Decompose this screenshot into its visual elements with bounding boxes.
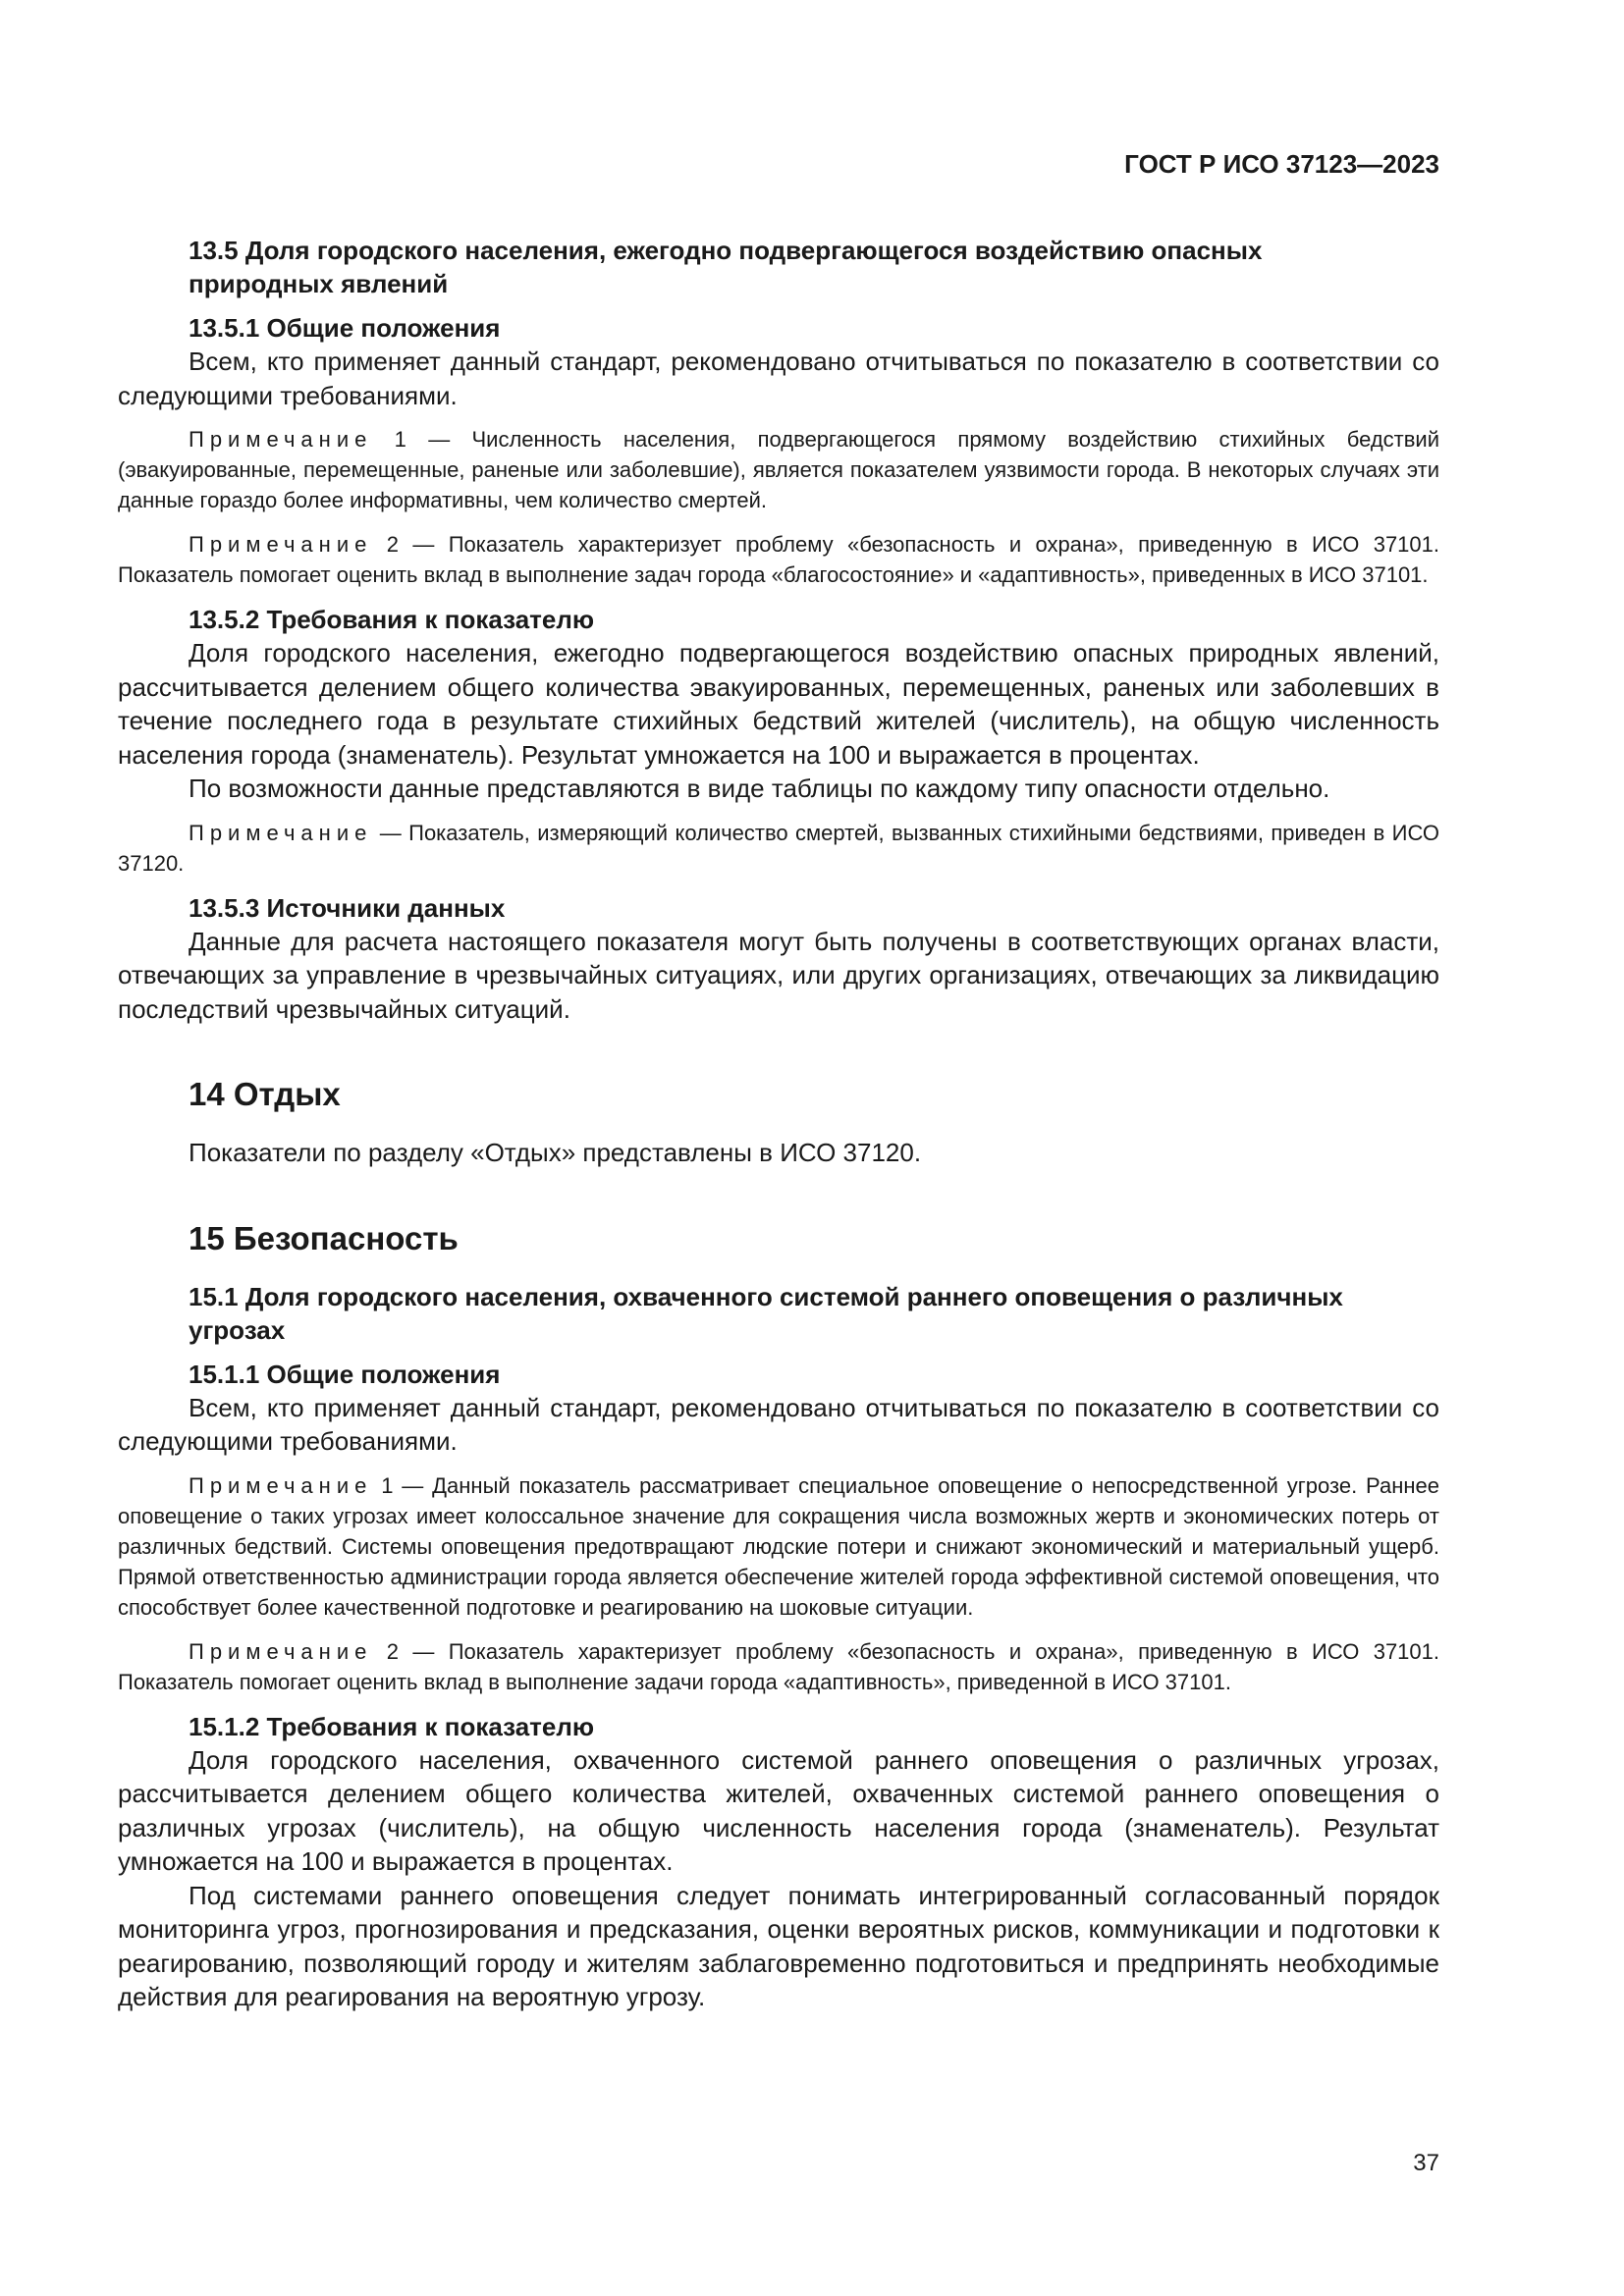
- note-label: Примечание: [189, 532, 373, 557]
- document-code-header: ГОСТ Р ИСО 37123—2023: [1124, 149, 1439, 179]
- clause-13-5-3-paragraph: Данные для расчета настоящего показателя могут быть получены в соответствующих органах власти, отвечающих за управление в чрезвычайных ситуациях, или других организациях, отвечающих за ликвидацию последствий чрезвычайных ситуаций.: [118, 926, 1439, 1024]
- section-15-title: 15 Безопасность: [189, 1219, 459, 1256]
- note-text: 2 — Показатель характеризует проблему «безопасность и охрана», приведенную в ИСО 37101. Показатель помогает оценить вклад в выполнение задачи города «адаптивность», приведенной в ИСО 37101.: [118, 1638, 1439, 1694]
- clause-13-5-3-title: 13.5.3 Источники данных: [189, 892, 506, 923]
- clause-13-5-2-paragraph-2: По возможности данные представляются в виде таблицы по каждому типу опасности отдельно.: [189, 774, 1330, 803]
- note-label: Примечание: [189, 1638, 373, 1664]
- clause-15-1-2-paragraph-1: Доля городского населения, охваченного системой раннего оповещения о различных угрозах, рассчитывается делением общего количества жителей, охваченных системой раннего оповещения о различных угрозах (числитель), на общую численность населения города (знаменатель). Результат умножается на 100 и выражается в процентах.: [118, 1744, 1439, 1876]
- note-text: 1 — Данный показатель рассматривает специальное оповещение о непосредственной угрозе. Раннее оповещение о таких угрозах имеет колоссальное значение для сокращения числа возможных жертв и экономических потерь от различных бедствий. Системы оповещения предотвращают людские потери и снижают экономический и материальный ущерб. Прямой ответственностью администрации города является обеспечение жителей города эффективной системой оповещения, что способствует более качественной подготовке и реагированию на шоковые ситуации.: [118, 1472, 1439, 1620]
- section-13-5-title-line1: 13.5 Доля городского населения, ежегодно подвергающегося воздействию опасных: [189, 236, 1263, 265]
- note-text: 2 — Показатель характеризует проблему «безопасность и охрана», приведенную в ИСО 37101. Показатель помогает оценить вклад в выполнение задач города «благосостояние» и «адаптивность», приведенных в ИСО 37101.: [118, 532, 1439, 587]
- section-14-paragraph: Показатели по разделу «Отдых» представлены в ИСО 37120.: [189, 1138, 922, 1167]
- clause-15-1-2-paragraph-2: Под системами раннего оповещения следует понимать интегрированный согласованный порядок мониторинга угроз, прогнозирования и предсказания, оценки вероятных рисков, коммуникации и подготовки к реагированию, позволяющий городу и жителям заблаговременно подготовиться и предпринять необходимые действия для реагирования на вероятную угрозу.: [118, 1880, 1439, 2011]
- section-13-5-title-line2: природных явлений: [189, 269, 449, 298]
- clause-13-5-1-paragraph: Всем, кто применяет данный стандарт, рекомендовано отчитываться по показателю в соответствии со следующими требованиями.: [118, 347, 1439, 410]
- clause-15-1-1-paragraph: Всем, кто применяет данный стандарт, рекомендовано отчитываться по показателю в соответствии со следующими требованиями.: [118, 1392, 1439, 1456]
- clause-13-5-1-note-2: [118, 529, 1439, 590]
- section-15-1-title-line2: угрозах: [189, 1314, 286, 1345]
- section-15-1-title-line1: 15.1 Доля городского населения, охваченного системой раннего оповещения о различных: [189, 1281, 1343, 1311]
- clause-15-1-1-note-2: [118, 1636, 1439, 1697]
- clause-15-1-1-title: 15.1.1 Общие положения: [189, 1359, 501, 1389]
- clause-13-5-2-note: [118, 818, 1439, 879]
- note-label: Примечание: [189, 427, 373, 452]
- clause-13-5-2-paragraph-1: Доля городского населения, ежегодно подвергающегося воздействию опасных природных явлений, рассчитывается делением общего количества эвакуированных, перемещенных, раненых или заболевших в течение последнего года в результате стихийных бедствий жителей (числитель), на общую численность населения города (знаменатель). Результат умножается на 100 и выражается в процентах.: [118, 638, 1439, 770]
- clause-15-1-1-note-1: [118, 1470, 1439, 1623]
- note-text: 1 — Численность населения, подвергающегося прямому воздействию стихийных бедствий (эвакуированные, перемещенные, раненые или заболевшие), является показателем уязвимости города. В некоторых случаях эти данные гораздо более информативны, чем количество смертей.: [118, 427, 1439, 512]
- page-number: 37: [1413, 2150, 1439, 2176]
- section-14-title: 14 Отдых: [189, 1076, 341, 1112]
- note-label: Примечание: [189, 820, 373, 845]
- clause-13-5-1-title: 13.5.1 Общие положения: [189, 313, 501, 343]
- section-13-5-title: [189, 234, 1439, 300]
- clause-13-5-1-note-1: [118, 424, 1439, 515]
- main-content: [118, 234, 1439, 2014]
- section-15-1-title: [189, 1280, 1439, 1347]
- note-text: — Показатель, измеряющий количество смертей, вызванных стихийными бедствиями, приведен в ИСО 37120.: [118, 820, 1439, 876]
- note-label: Примечание: [189, 1472, 373, 1498]
- clause-15-1-2-title: 15.1.2 Требования к показателю: [189, 1711, 595, 1741]
- clause-13-5-2-title: 13.5.2 Требования к показателю: [189, 605, 595, 634]
